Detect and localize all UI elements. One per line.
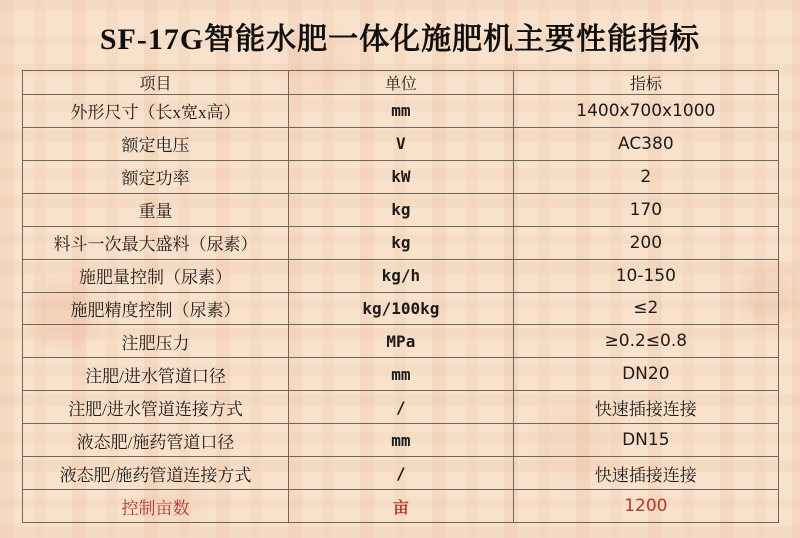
cell-unit: kg/100kg xyxy=(289,292,514,325)
cell-item: 注肥/进水管道连接方式 xyxy=(23,391,289,424)
cell-value: DN15 xyxy=(513,424,778,457)
table-row xyxy=(23,457,779,490)
cell-unit: V xyxy=(289,127,514,160)
table-row xyxy=(23,325,779,358)
cell-item: 液态肥/施药管道口径 xyxy=(23,424,289,457)
header-item: 项目 xyxy=(23,71,289,95)
cell-value: DN20 xyxy=(513,358,778,391)
cell-value: 200 xyxy=(513,226,778,259)
cell-value: 2 xyxy=(513,160,778,193)
header-value: 指标 xyxy=(513,71,778,95)
cell-value: 1400x700x1000 xyxy=(513,95,778,128)
cell-item: 施肥量控制（尿素） xyxy=(23,259,289,292)
cell-value: ≥0.2≤0.8 xyxy=(513,325,778,358)
cell-unit: kg xyxy=(289,193,514,226)
cell-item: 额定功率 xyxy=(23,160,289,193)
cell-item: 注肥压力 xyxy=(23,325,289,358)
cell-item: 重量 xyxy=(23,193,289,226)
cell-value: 快速插接连接 xyxy=(513,391,778,424)
table-row xyxy=(23,193,779,226)
table-row xyxy=(23,226,779,259)
cell-item: 液态肥/施药管道连接方式 xyxy=(23,457,289,490)
cell-unit: 亩 xyxy=(289,490,514,523)
cell-unit: MPa xyxy=(289,325,514,358)
cell-value: AC380 xyxy=(513,127,778,160)
table-row xyxy=(23,127,779,160)
header-unit: 单位 xyxy=(289,71,514,95)
table-row xyxy=(23,259,779,292)
cell-item: 额定电压 xyxy=(23,127,289,160)
cell-item: 控制亩数 xyxy=(23,490,289,523)
page-title: SF-17G智能水肥一体化施肥机主要性能指标 xyxy=(99,23,701,56)
cell-unit: mm xyxy=(289,95,514,128)
cell-item: 外形尺寸（长x宽x高） xyxy=(23,95,289,128)
spec-table xyxy=(22,70,779,523)
cell-item: 注肥/进水管道口径 xyxy=(23,358,289,391)
cell-item: 施肥精度控制（尿素） xyxy=(23,292,289,325)
cell-unit: / xyxy=(289,391,514,424)
cell-unit: kW xyxy=(289,160,514,193)
cell-unit: kg xyxy=(289,226,514,259)
cell-value: ≤2 xyxy=(513,292,778,325)
cell-unit: mm xyxy=(289,358,514,391)
table-row xyxy=(23,391,779,424)
table-row-highlight xyxy=(23,490,779,523)
cell-value: 快速插接连接 xyxy=(513,457,778,490)
table-row xyxy=(23,95,779,128)
cell-unit: mm xyxy=(289,424,514,457)
cell-unit: kg/h xyxy=(289,259,514,292)
cell-value: 170 xyxy=(513,193,778,226)
table-row xyxy=(23,424,779,457)
cell-item: 料斗一次最大盛料（尿素） xyxy=(23,226,289,259)
cell-value: 1200 xyxy=(513,490,778,523)
table-header-row xyxy=(23,71,779,95)
table-row xyxy=(23,358,779,391)
cell-value: 10-150 xyxy=(513,259,778,292)
table-row xyxy=(23,160,779,193)
cell-unit: / xyxy=(289,457,514,490)
table-row xyxy=(23,292,779,325)
